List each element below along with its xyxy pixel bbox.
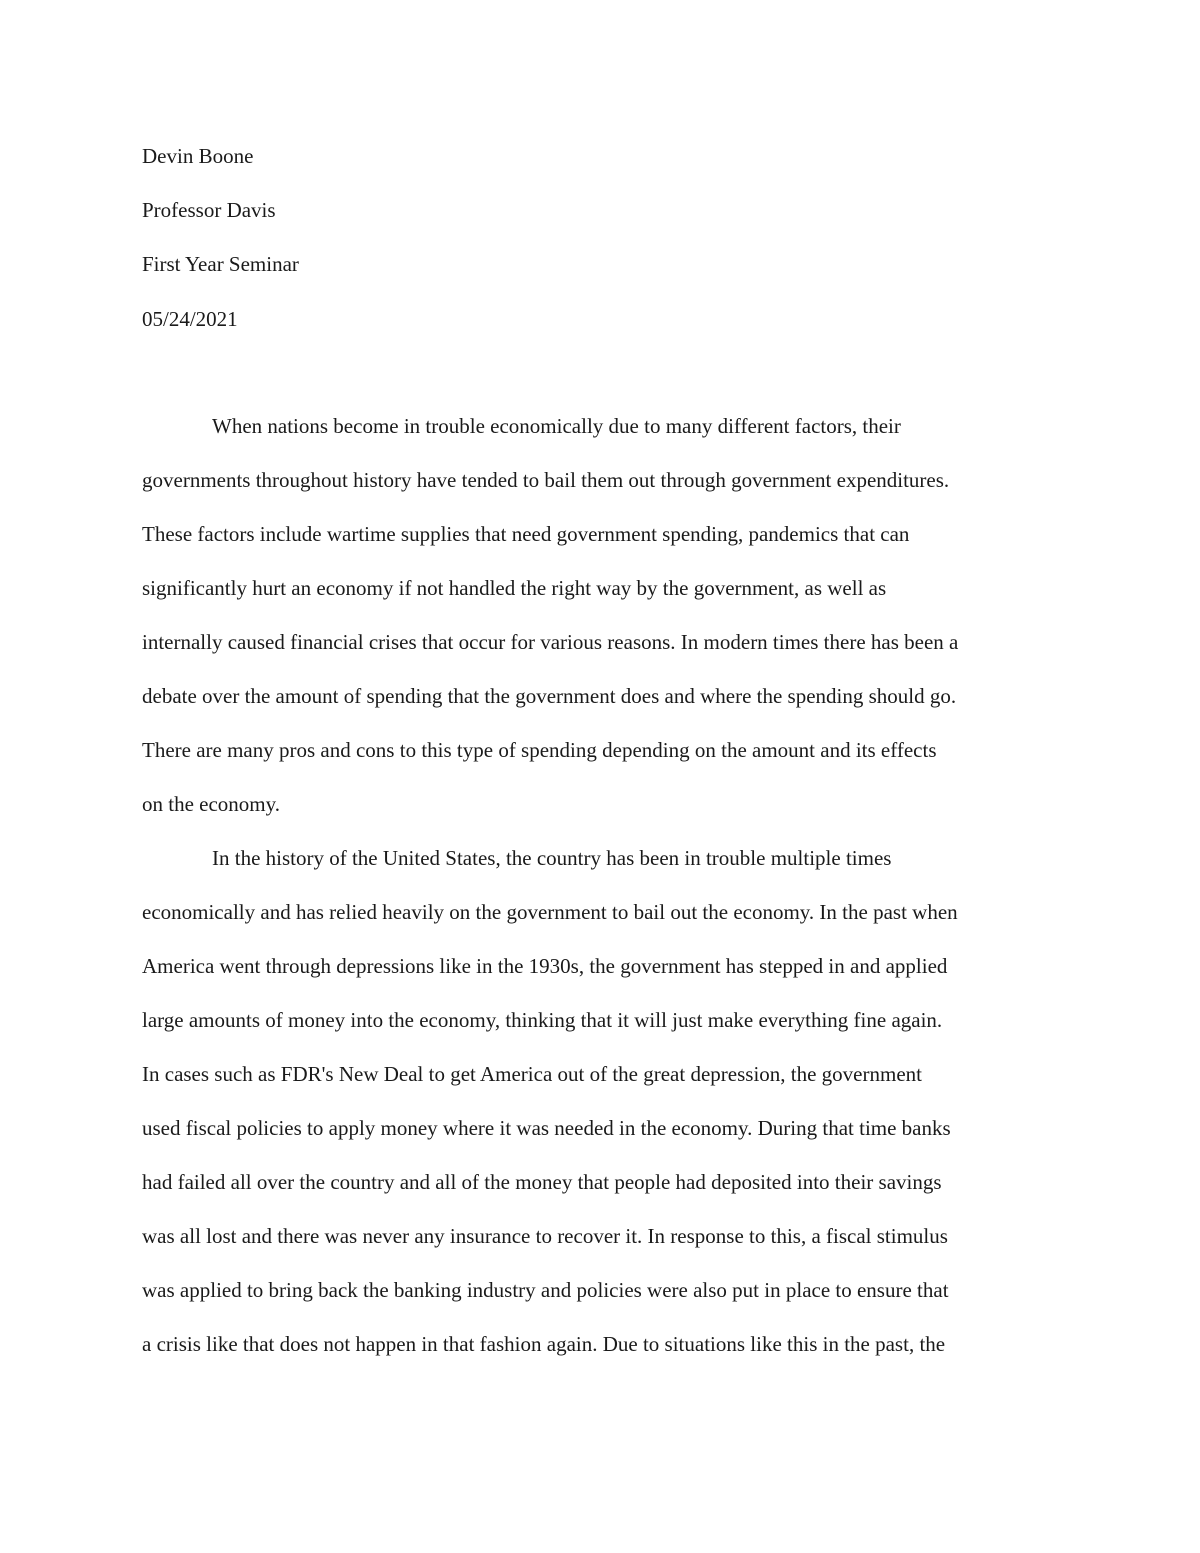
author-name: Devin Boone <box>142 144 254 168</box>
paragraph-2-line-7: had failed all over the country and all of the money that people had deposited into their savings <box>142 1170 942 1194</box>
paragraph-2-line-5: In cases such as FDR's New Deal to get America out of the great depression, the government <box>142 1062 922 1086</box>
paragraph-1-line-6: debate over the amount of spending that the government does and where the spending should go. <box>142 684 957 708</box>
paragraph-1-line-3: These factors include wartime supplies that need government spending, pandemics that can <box>142 522 910 546</box>
paragraph-2-line-3: America went through depressions like in the 1930s, the government has stepped in and applied <box>142 954 948 978</box>
paragraph-1-line-2: governments throughout history have tended to bail them out through government expenditures. <box>142 468 950 492</box>
paragraph-1-line-5: internally caused financial crises that occur for various reasons. In modern times there has been a <box>142 630 959 654</box>
paragraph-2-line-6: used fiscal policies to apply money where it was needed in the economy. During that time banks <box>142 1116 951 1140</box>
paragraph-2-line-8: was all lost and there was never any insurance to recover it. In response to this, a fiscal stimulus <box>142 1224 948 1248</box>
course-name: First Year Seminar <box>142 252 299 276</box>
paragraph-2-line-2: economically and has relied heavily on the government to bail out the economy. In the past when <box>142 900 958 924</box>
paragraph-1-line-7: There are many pros and cons to this type of spending depending on the amount and its effects <box>142 738 937 762</box>
paragraph-1-line-4: significantly hurt an economy if not handled the right way by the government, as well as <box>142 576 887 600</box>
paragraph-2-line-10: a crisis like that does not happen in that fashion again. Due to situations like this in the past, the <box>142 1332 946 1356</box>
essay-date: 05/24/2021 <box>142 307 238 331</box>
paragraph-1-line-1: When nations become in trouble economically due to many different factors, their <box>212 414 901 438</box>
instructor-name: Professor Davis <box>142 198 276 222</box>
paragraph-1-line-8: on the economy. <box>142 792 281 816</box>
paragraph-2-line-1: In the history of the United States, the country has been in trouble multiple times <box>212 846 892 870</box>
paragraph-2-line-4: large amounts of money into the economy, thinking that it will just make everything fine again. <box>142 1008 943 1032</box>
paragraph-2-line-9: was applied to bring back the banking industry and policies were also put in place to ensure that <box>142 1278 949 1302</box>
